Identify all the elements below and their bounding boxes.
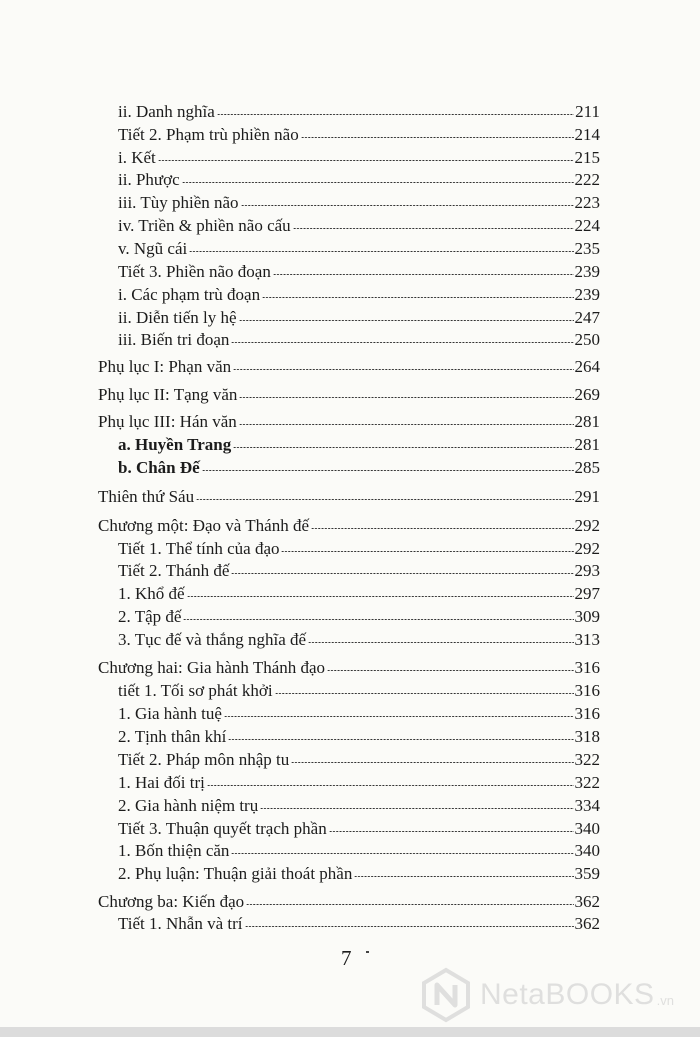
toc-entry-page: 285 [574,458,600,477]
toc-entry [118,457,600,479]
toc-entry-title: 2. Tịnh thân khí [118,727,227,746]
toc-entry-title: 1. Hai đối trị [118,773,205,792]
toc-entry-page: 316 [574,704,600,723]
dot-leader [231,342,573,343]
dot-leader [231,853,573,854]
toc-entry [98,515,600,537]
dot-leader [239,424,574,425]
toc-entry-title: Tiết 1. Thể tính của đạo [118,539,280,558]
netabooks-logo-icon [418,967,474,1023]
toc-entry [98,356,600,378]
dot-leader [246,904,573,905]
toc-entry [118,101,600,123]
toc-entry-page: 313 [574,630,600,649]
dot-leader [273,274,574,275]
toc-entry-title: Tiết 2. Pháp môn nhập tu [118,750,290,769]
toc-entry-page: 223 [574,193,600,212]
toc-entry-page: 292 [574,539,600,558]
toc-entry [118,560,600,582]
dot-leader [187,596,574,597]
toc-entry-title: 2. Gia hành niệm trụ [118,796,259,815]
toc-entry [118,726,600,748]
toc-entry-page: 340 [574,841,600,860]
toc-entry-page: 264 [574,357,600,376]
dot-leader [239,320,574,321]
dot-leader [275,693,574,694]
toc-entry-page: 281 [574,412,600,431]
dot-leader [329,831,574,832]
toc-entry-title: b. Chân Đế [118,458,200,477]
toc-entry [118,261,600,283]
toc-entry [118,840,600,862]
toc-entry-page: 309 [574,607,600,626]
toc-entry-page: 292 [574,516,600,535]
toc-entry [118,215,600,237]
toc-entry-title: ii. Phược [118,170,180,189]
dot-leader [183,619,573,620]
toc-entry-title: Tiết 3. Phiền não đoạn [118,262,271,281]
toc-entry-title: ii. Danh nghĩa [118,102,215,121]
dot-leader [281,551,573,552]
watermark-suffix: .vn [656,992,674,1008]
toc-entry [118,863,600,885]
toc-entry [118,680,600,702]
toc-entry-page: 316 [574,658,600,677]
toc-entry [118,749,600,771]
toc-entry-page: 215 [574,148,600,167]
toc-entry-title: Chương ba: Kiến đạo [98,892,245,911]
toc-entry [118,307,600,329]
toc-entry [118,913,600,935]
toc-entry-page: 297 [574,584,600,603]
toc-entry-page: 211 [575,102,600,121]
dot-leader [262,297,573,298]
toc-entry [118,147,600,169]
dot-leader [196,499,573,500]
dot-leader [231,573,573,574]
toc-entry-page: 316 [574,681,600,700]
toc-entry [118,606,600,628]
toc-entry [118,538,600,560]
toc-entry-title: Chương hai: Gia hành Thánh đạo [98,658,326,677]
toc-entry [98,486,600,508]
toc-entry [118,629,600,651]
toc-entry-title: 2. Tập đế [118,607,182,626]
dot-leader [217,114,574,115]
toc-entry-page: 340 [574,819,600,838]
dot-leader [233,447,573,448]
toc-entry-page: 235 [574,239,600,258]
toc-entry [118,795,600,817]
toc-entry-page: 359 [574,864,600,883]
ink-speck [366,951,369,953]
toc-entry-page: 334 [574,796,600,815]
dot-leader [245,926,574,927]
toc-entry-title: 1. Khổ đế [118,584,185,603]
toc-entry [118,238,600,260]
toc-entry [118,434,600,456]
toc-entry-title: iii. Biến tri đoạn [118,330,230,349]
toc-entry-title: 1. Gia hành tuệ [118,704,222,723]
toc-entry [98,891,600,913]
toc-entry-page: 293 [574,561,600,580]
toc-entry-title: Tiết 1. Nhẫn và trí [118,914,243,933]
watermark-brand: NetaBOOKS [480,978,655,1011]
page-number: 7 [341,946,352,970]
toc-entry [118,169,600,191]
toc-entry-title: 1. Bốn thiện căn [118,841,230,860]
toc-entry [118,818,600,840]
toc-entry-page: 362 [574,914,600,933]
toc-entry-title: Phụ lục I: Phạn văn [98,357,232,376]
toc-entry-page: 222 [574,170,600,189]
toc-entry-page: 362 [574,892,600,911]
dot-leader [224,716,574,717]
toc-entry [118,192,600,214]
toc-entry-title: Tiết 2. Phạm trù phiền não [118,125,299,144]
toc-entry-title: v. Ngũ cái [118,239,188,258]
toc-entry-page: 239 [574,262,600,281]
dot-leader [293,228,574,229]
toc-entry-title: tiết 1. Tối sơ phát khởi [118,681,273,700]
toc-entry-title: Tiết 3. Thuận quyết trạch phần [118,819,327,838]
toc-entry-title: Thiên thứ Sáu [98,487,195,506]
toc-entry-title: i. Các phạm trù đoạn [118,285,261,304]
dot-leader [308,642,573,643]
dot-leader [241,205,574,206]
toc-entry-title: Phụ lục II: Tạng văn [98,385,238,404]
toc-entry [118,124,600,146]
dot-leader [239,397,573,398]
toc-entry-page: 291 [574,487,600,506]
dot-leader [207,785,574,786]
toc-entry [118,284,600,306]
dot-leader [233,369,573,370]
dot-leader [301,137,574,138]
toc-entry-page: 318 [574,727,600,746]
dot-leader [189,251,573,252]
watermark [418,967,674,1023]
dot-leader [260,808,573,809]
toc-entry-title: 2. Phụ luận: Thuận giải thoát phần [118,864,353,883]
toc-entry-title: Phụ lục III: Hán văn [98,412,237,431]
dot-leader [228,739,573,740]
toc-entry-page: 250 [574,330,600,349]
toc-entry [118,583,600,605]
toc-entry [118,772,600,794]
toc-entry [118,329,600,351]
toc-entry-page: 214 [574,125,600,144]
dot-leader [327,670,573,671]
toc-entry-title: i. Kết [118,148,156,167]
dot-leader [354,876,573,877]
dot-leader [311,528,574,529]
toc-entry-title: 3. Tục đế và thắng nghĩa đế [118,630,307,649]
toc-entry [98,657,600,679]
dot-leader [182,182,574,183]
toc-entry-title: Tiết 2. Thánh đế [118,561,230,580]
toc-entry-title: ii. Diễn tiến ly hệ [118,308,237,327]
toc-entry-page: 247 [574,308,600,327]
toc-entry [98,411,600,433]
toc-entry [98,384,600,406]
toc-entry-title: a. Huyền Trang [118,435,232,454]
dot-leader [291,762,573,763]
toc-entry-page: 281 [574,435,600,454]
toc-entry-page: 239 [574,285,600,304]
toc-entry-title: iii. Tùy phiền não [118,193,239,212]
toc-entry-page: 322 [574,773,600,792]
toc-entry-page: 322 [574,750,600,769]
scan-edge [0,1027,700,1037]
toc-entry-title: iv. Triền & phiền não cấu [118,216,291,235]
toc-entry-page: 269 [574,385,600,404]
toc-entry-title: Chương một: Đạo và Thánh đế [98,516,309,535]
dot-leader [202,470,574,471]
toc-entry [118,703,600,725]
dot-leader [158,160,574,161]
toc-entry-page: 224 [574,216,600,235]
